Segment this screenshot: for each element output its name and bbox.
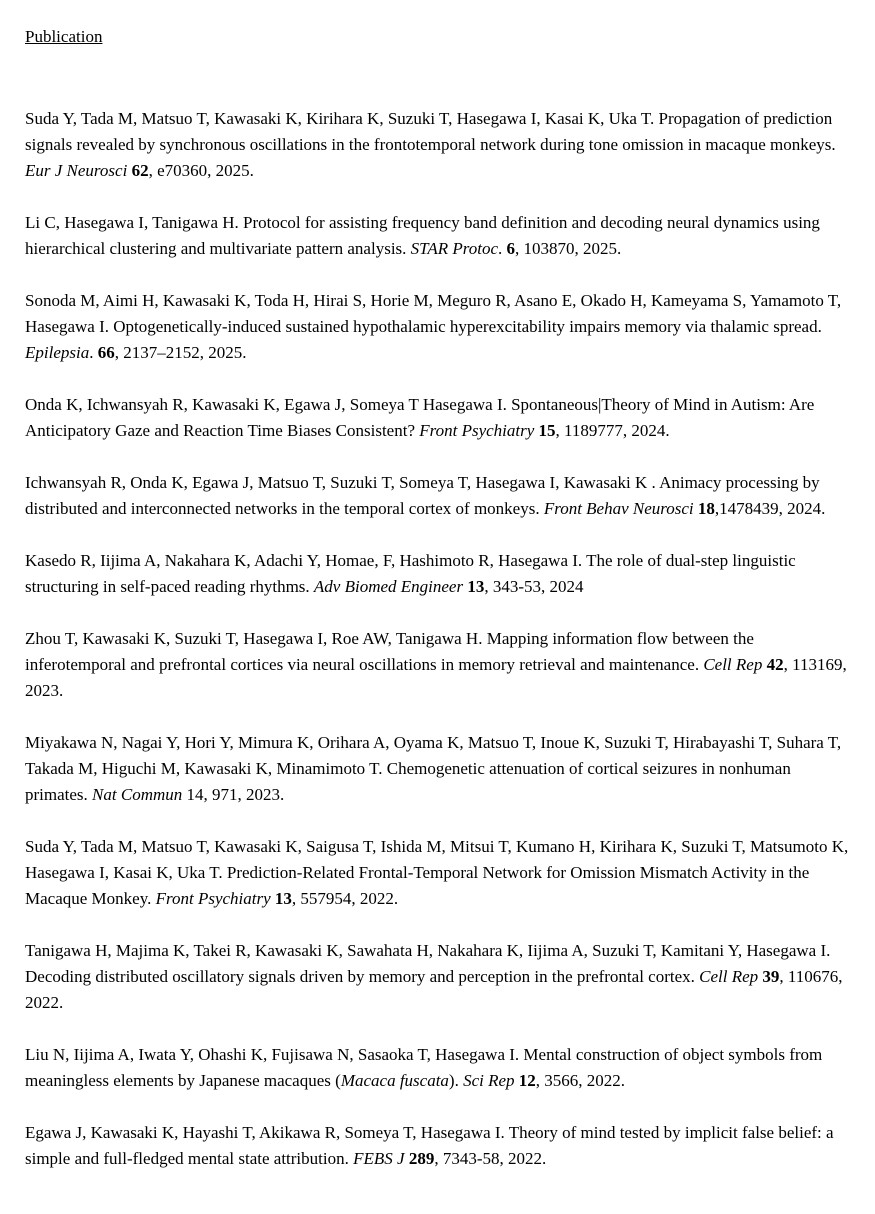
publication-text-segment: Suda Y, Tada M, Matsuo T, Kawasaki K, Kirihara K, Suzuki T, Hasegawa I, Kasai K, Uka T. Propagation of prediction signals revealed by synchronous oscillations in the frontotemporal network during tone omission in macaque monkeys. [25, 109, 836, 154]
page-title: Publication [25, 27, 103, 46]
publication-text-segment: Zhou T, Kawasaki K, Suzuki T, Hasegawa I, Roe AW, Tanigawa H. Mapping information flow between the inferotemporal and prefrontal cortices via neural oscillations in memory retrieval and maintenance. [25, 629, 754, 674]
publication-text-segment: Onda K, Ichwansyah R, Kawasaki K, Egawa J, Someya T Hasegawa I. Spontaneous|Theory of Mind in Autism: Are Anticipatory Gaze and Reaction Time Biases Consistent? [25, 395, 815, 440]
publication-text-segment: Suda Y, Tada M, Matsuo T, Kawasaki K, Saigusa T, Ishida M, Mitsui T, Kumano H, Kirihara K, Suzuki T, Matsumoto K, Hasegawa I, Kasai K, Uka T. Prediction-Related Frontal-Temporal Network for Omission Mismatch Activity in the Macaque Monkey. [25, 837, 849, 908]
publication-entry [25, 938, 851, 1016]
publication-text-segment: Ichwansyah R, Onda K, Egawa J, Matsuo T, Suzuki T, Someya T, Hasegawa I, Kawasaki K . Animacy processing by distributed and interconnected networks in the temporal cortex of monkeys. [25, 473, 820, 518]
publication-text-segment: 62 [131, 161, 149, 180]
publication-text-segment: Cell Rep [699, 967, 759, 986]
publication-text-segment: Kasedo R, Iijima A, Nakahara K, Adachi Y, Homae, F, Hashimoto R, Hasegawa I. The role of dual-step linguistic structuring in self-paced reading rhythms. [25, 551, 796, 596]
publication-text-segment: . [89, 343, 98, 362]
publication-text-segment: Sonoda M, Aimi H, Kawasaki K, Toda H, Hirai S, Horie M, Meguro R, Asano E, Okado H, Kameyama S, Yamamoto T, Hasegawa I. Optogenetically-induced sustained hypothalamic hyperexcitability impairs memory via thalamic spread. [25, 291, 842, 336]
publication-text-segment: Miyakawa N, Nagai Y, Hori Y, Mimura K, Orihara A, Oyama K, Matsuo T, Inoue K, Suzuki T, Hirabayashi T, Suhara T, Takada M, Higuchi M, Kawasaki K, Minamimoto T. Chemogenetic attenuation of cortical seizures in nonhuman primates. [25, 733, 842, 804]
publication-entry [25, 1042, 851, 1094]
publication-text-segment: FEBS J [353, 1149, 405, 1168]
publication-text-segment: , 3566, 2022. [535, 1071, 626, 1090]
publication-entry [25, 392, 851, 444]
publication-text-segment: , 343-53, 2024 [484, 577, 584, 596]
publication-text-segment: Front Behav Neurosci [543, 499, 694, 518]
publication-text-segment: Eur J Neurosci [25, 161, 128, 180]
publication-list [25, 106, 851, 1172]
publication-entry [25, 210, 851, 262]
publication-text-segment: Nat Commun [92, 785, 183, 804]
publication-text-segment: Front Psychiatry [419, 421, 535, 440]
publication-text-segment: , e70360, 2025. [148, 161, 254, 180]
publication-text-segment: ). [448, 1071, 464, 1090]
publication-text-segment: , 7343-58, 2022. [434, 1149, 547, 1168]
publication-text-segment: 14, 971, 2023. [182, 785, 285, 804]
publication-entry [25, 626, 851, 704]
publication-entry [25, 288, 851, 366]
publication-entry [25, 470, 851, 522]
publication-text-segment: STAR Protoc [410, 239, 499, 258]
publication-text-segment: 15 [538, 421, 556, 440]
publication-text-segment: Egawa J, Kawasaki K, Hayashi T, Akikawa R, Someya T, Hasegawa I. Theory of mind tested by implicit false belief: a simple and full-fledged mental state attribution. [25, 1123, 834, 1168]
publication-text-segment: Epilepsia [25, 343, 90, 362]
publication-text-segment: Tanigawa H, Majima K, Takei R, Kawasaki K, Sawahata H, Nakahara K, Iijima A, Suzuki T, Kamitani Y, Hasegawa I. Decoding distributed oscillatory signals driven by memory and perception in the prefrontal cortex. [25, 941, 831, 986]
publication-text-segment: 18 [697, 499, 715, 518]
publication-text-segment: 12 [518, 1071, 536, 1090]
publication-text-segment: 6 [506, 239, 516, 258]
publication-text-segment: , 113169, 2023. [25, 655, 847, 700]
publication-text-segment: 13 [274, 889, 292, 908]
publication-entry [25, 1120, 851, 1172]
publication-text-segment: , 557954, 2022. [291, 889, 399, 908]
publication-text-segment: 42 [766, 655, 784, 674]
publication-text-segment: 13 [467, 577, 485, 596]
publication-text-segment: 289 [408, 1149, 435, 1168]
publication-entry [25, 548, 851, 600]
publication-text-segment: Li C, Hasegawa I, Tanigawa H. Protocol for assisting frequency band definition and decoding neural dynamics using hierarchical clustering and multivariate pattern analysis. [25, 213, 820, 258]
publication-text-segment: , 1189777, 2024. [555, 421, 670, 440]
publication-text-segment: 39 [762, 967, 780, 986]
publication-text-segment: Cell Rep [703, 655, 763, 674]
publication-text-segment: . [498, 239, 507, 258]
publication-entry [25, 834, 851, 912]
publication-text-segment: Adv Biomed Engineer [313, 577, 464, 596]
publication-text-segment: 66 [97, 343, 115, 362]
publication-text-segment: Macaca fuscata [340, 1071, 449, 1090]
publication-text-segment: Front Psychiatry [155, 889, 271, 908]
publication-text-segment: ,1478439, 2024. [714, 499, 826, 518]
publication-text-segment: Sci Rep [463, 1071, 515, 1090]
publication-text-segment: , 103870, 2025. [515, 239, 622, 258]
publication-text-segment: Liu N, Iijima A, Iwata Y, Ohashi K, Fujisawa N, Sasaoka T, Hasegawa I. Mental construction of object symbols from meaningless elements by Japanese macaques ( [25, 1045, 823, 1090]
publication-text-segment: , 2137–2152, 2025. [114, 343, 247, 362]
publication-entry [25, 106, 851, 184]
publication-entry [25, 730, 851, 808]
publication-text-segment: , 110676, 2022. [25, 967, 843, 1012]
